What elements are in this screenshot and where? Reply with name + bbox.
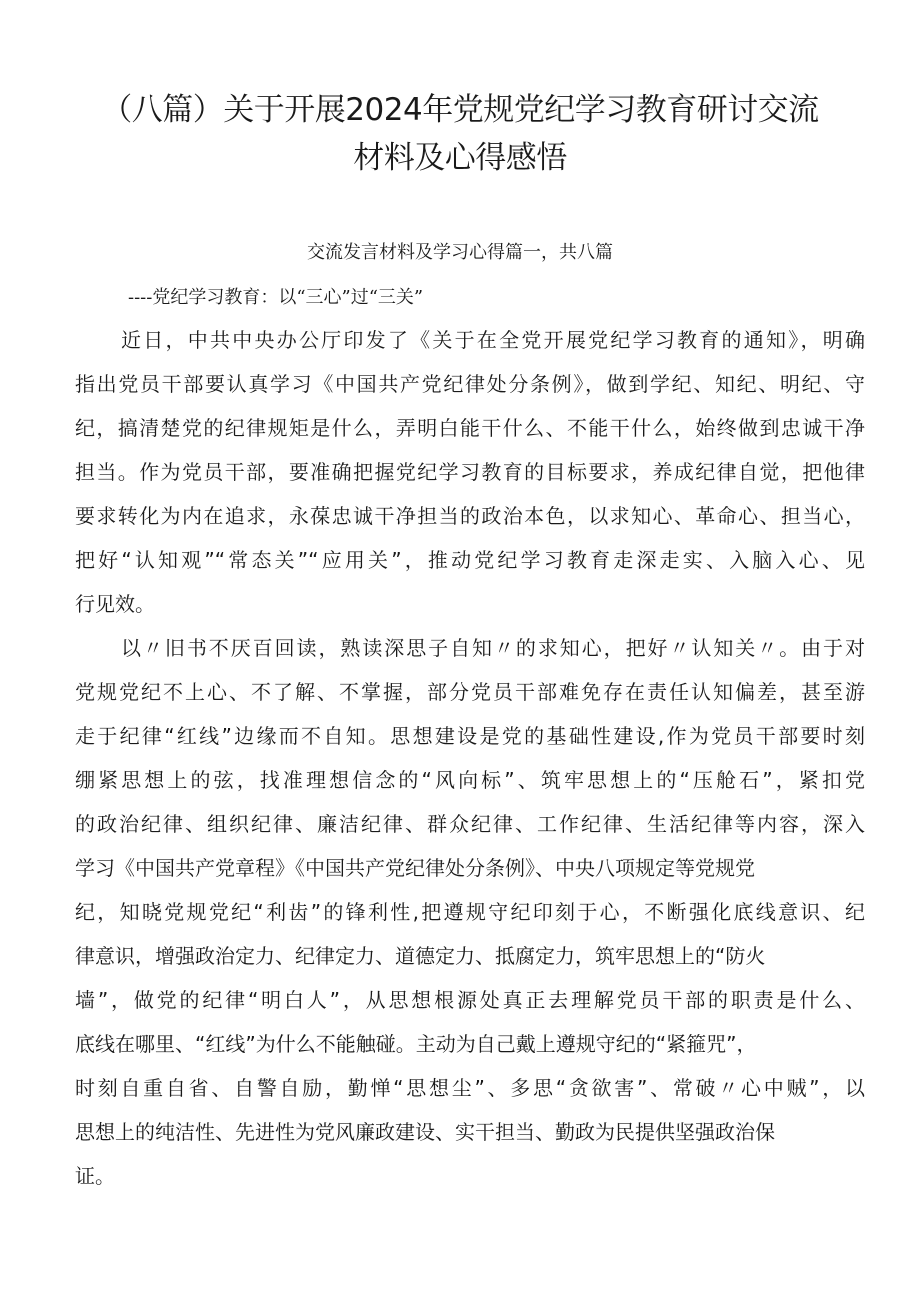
document-title [60, 86, 860, 182]
document-subtitle: 交流发言材料及学习心得篇一，共八篇 [307, 242, 613, 263]
paragraph-line: 学习《中国共产党章程》《中国共产党纪律处分条例》、中央八项规定等党规党 [75, 856, 755, 880]
paragraph-line: 的政治纪律、组织纪律、廉洁纪律、群众纪律、工作纪律、生活纪律等内容，深入 [75, 812, 865, 836]
paragraph-line: 绷紧思想上的弦，找准理想信念的“风向标”、筑牢思想上的“压舱石”，紧扣党 [75, 768, 865, 792]
paragraph-line: 证。 [75, 1164, 115, 1188]
paragraph-line: 担当。作为党员干部，要准确把握党纪学习教育的目标要求，养成纪律自觉，把他律 [75, 460, 865, 484]
paragraph-line: 走于纪律“红线”边缘而不自知。思想建设是党的基础性建设,作为党员干部要时刻 [75, 724, 865, 748]
paragraph-line: 要求转化为内在追求，永葆忠诚干净担当的政治本色，以求知心、革命心、担当心， [75, 504, 865, 528]
paragraph-line: 律意识，增强政治定力、纪律定力、道德定力、抵腐定力，筑牢思想上的“防火 [75, 944, 766, 968]
paragraph-line: 纪，知晓党规党纪“利齿”的锋利性,把遵规守纪印刻于心，不断强化底线意识、纪 [75, 900, 865, 924]
document-title-line-1: （八篇）关于开展2024年党规党纪学习教育研讨交流 [101, 92, 819, 128]
paragraph-line: 党规党纪不上心、不了解、不掌握，部分党员干部难免存在责任认知偏差，甚至游 [75, 680, 865, 704]
paragraph-line: 底线在哪里、“红线”为什么不能触碰。主动为自己戴上遵规守纪的“紧箍咒”， [75, 1032, 757, 1056]
paragraph-line: 墙”，做党的纪律“明白人”，从思想根源处真正去理解党员干部的职责是什么、 [75, 988, 865, 1012]
section-heading: ----党纪学习教育：以“三心”过“三关” [128, 287, 424, 308]
paragraph-line: 思想上的纯洁性、先进性为党风廉政建设、实干担当、勤政为民提供坚强政治保 [75, 1120, 775, 1144]
paragraph-line: 指出党员干部要认真学习《中国共产党纪律处分条例》，做到学纪、知纪、明纪、守 [75, 372, 865, 396]
paragraph-line: 以〃旧书不厌百回读，熟读深思子自知〃的求知心，把好〃认知关〃。由于对 [121, 636, 865, 660]
paragraph-line: 纪，搞清楚党的纪律规矩是什么，弄明白能干什么、不能干什么，始终做到忠诚干净 [75, 416, 865, 440]
paragraph-line: 把好“认知观”“常态关”“应用关”，推动党纪学习教育走深走实、入脑入心、见 [75, 548, 865, 572]
paragraph-line: 时刻自重自省、自警自励，勤惮“思想尘”、多思“贪欲害”、常破〃心中贼”，以 [75, 1076, 865, 1100]
document-title-line-2: 材料及心得感悟 [353, 140, 567, 176]
paragraph-line: 近日，中共中央办公厅印发了《关于在全党开展党纪学习教育的通知》，明确 [121, 328, 865, 352]
paragraph-line: 行见效。 [75, 592, 155, 616]
